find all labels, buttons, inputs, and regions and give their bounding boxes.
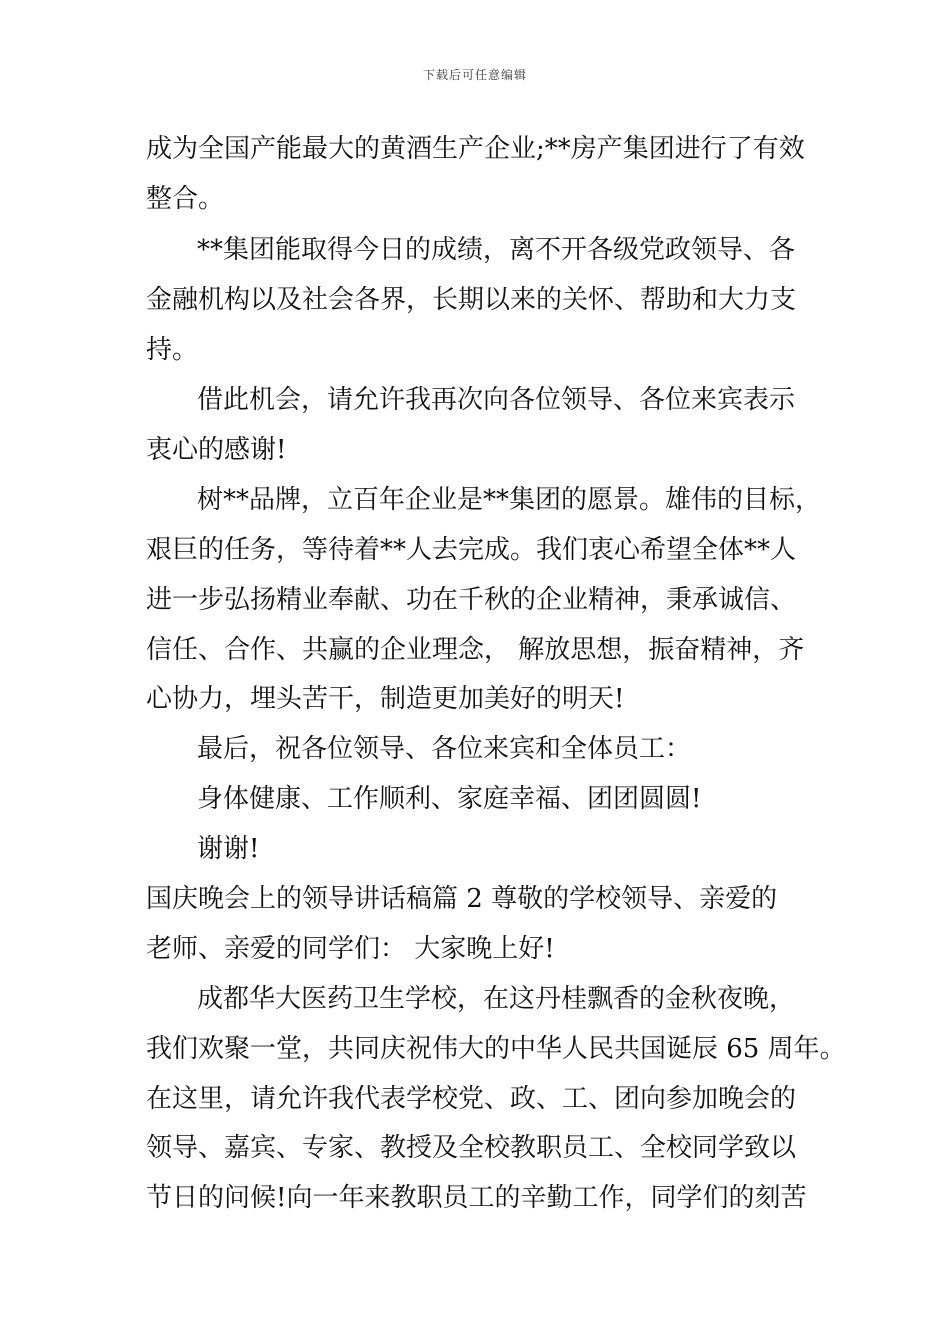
text-line: 金融机构以及社会各界，长期以来的关怀、帮助和大力支	[146, 285, 797, 315]
text-line: 信任、合作、共赢的企业理念， 解放思想，振奋精神，齐	[146, 635, 805, 665]
text-line: 整合。	[146, 184, 225, 214]
text-line: 衷心的感谢!	[146, 435, 287, 465]
text-line: **集团能取得今日的成绩，离不开各级党政领导、各	[197, 235, 796, 265]
text-line: 节日的问候!向一年来教职员工的辛勤工作，同学们的刻苦	[146, 1183, 807, 1213]
text-line: 老师、亲爱的同学们： 大家晚上好!	[146, 934, 555, 964]
page-header: 下载后可任意编辑	[422, 68, 527, 82]
text-line: 艰巨的任务，等待着**人去完成。我们衷心希望全体**人	[146, 535, 797, 565]
text-line: 领导、嘉宾、专家、教授及全校教职员工、全校同学致以	[146, 1133, 797, 1163]
text-line: 我们欢聚一堂，共同庆祝伟大的中华人民共国诞辰 65 周年。	[146, 1034, 846, 1064]
text-line: 在这里，请允许我代表学校党、政、工、团向参加晚会的	[146, 1084, 797, 1114]
text-line: 心协力，埋头苦干，制造更加美好的明天!	[146, 684, 625, 714]
text-line: 谢谢!	[197, 834, 260, 864]
text-line: 身体健康、工作顺利、家庭幸福、团团圆圆!	[197, 784, 702, 814]
text-line: 树**品牌，立百年企业是**集团的愿景。雄伟的目标，	[197, 485, 822, 515]
text-line: 国庆晚会上的领导讲话稿篇 2 尊敬的学校领导、亲爱的	[146, 884, 778, 914]
text-line: 借此机会，请允许我再次向各位领导、各位来宾表示	[197, 385, 796, 415]
text-line: 进一步弘扬精业奉献、功在千秋的企业精神，秉承诚信、	[146, 585, 797, 615]
text-line: 持。	[146, 335, 199, 365]
text-line: 成都华大医药卫生学校，在这丹桂飘香的金秋夜晚，	[197, 984, 796, 1014]
text-line: 成为全国产能最大的黄酒生产企业;**房产集团进行了有效	[146, 134, 805, 164]
text-line: 最后，祝各位领导、各位来宾和全体员工：	[197, 734, 692, 764]
